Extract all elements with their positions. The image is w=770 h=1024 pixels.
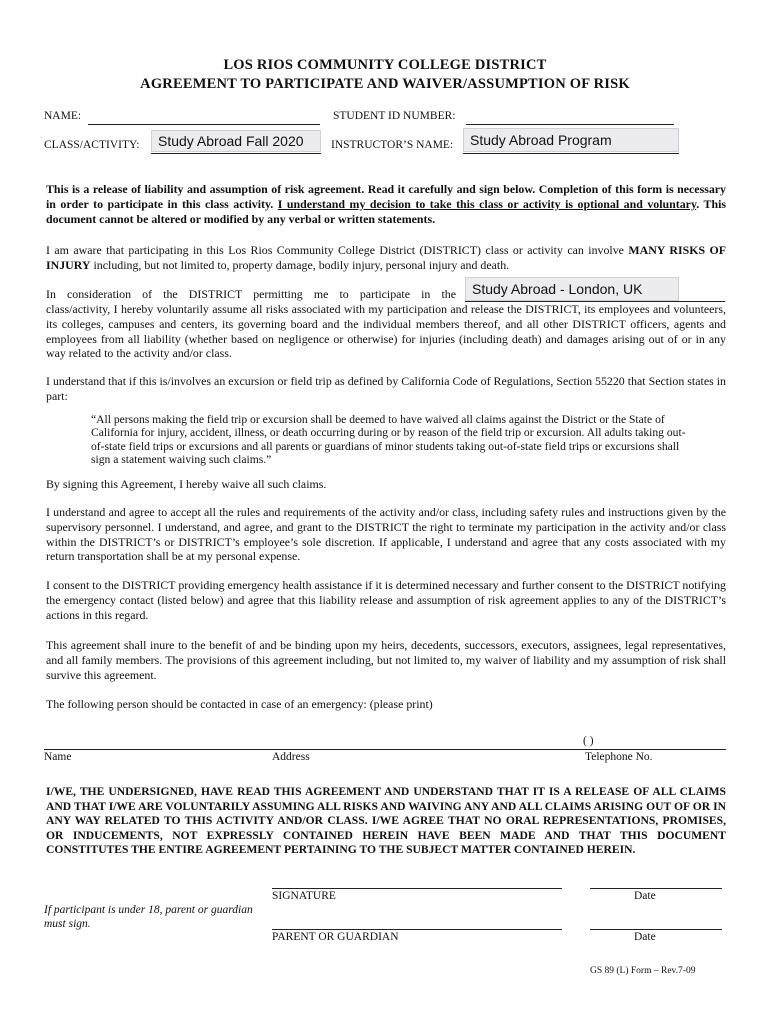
signature-date-label: Date <box>634 890 656 902</box>
class-activity-underline <box>151 153 321 154</box>
regulation-quote: “All persons making the field trip or excursion shall be deemed to have waived all claims against the District or the State of California for injury, accident, illness, or death occurring during or by reason of the field trip or excursion. All adults taking out-of-state field trips or excursions and all parents or guardians of minor students taking out-of-state field trips or excursions shall sign a statement waiving such claims.” <box>91 413 686 467</box>
guardian-date-line[interactable] <box>590 929 722 930</box>
consideration-paragraph: class/activity, I hereby voluntarily assume all risks associated with my participation and release the DISTRICT, its employees and volunteers, its colleges, campuses and centers, its governing board and the individual members thereof, and all other DISTRICT officers, agents and employees from all liability (whether based on negligence or otherwise) for injuries (including death) and damages arising out of or in any way related to the activity and/or class. <box>46 302 726 361</box>
intro-paragraph <box>46 182 726 226</box>
guardian-signature-line[interactable] <box>272 929 562 930</box>
signature-label: SIGNATURE <box>272 890 336 902</box>
class-activity-field[interactable]: Study Abroad Fall 2020 <box>151 130 321 152</box>
form-revision-footer: GS 89 (L) Form – Rev.7-09 <box>590 966 696 976</box>
emergency-address-label: Address <box>272 751 310 763</box>
instructor-name-underline <box>463 153 679 154</box>
activity-field[interactable]: Study Abroad - London, UK <box>465 277 679 301</box>
risk-awareness-paragraph <box>46 243 726 273</box>
instructor-name-label: INSTRUCTOR’S NAME: <box>331 139 454 151</box>
risk-awareness-text: I am aware that participating in this Los Rios Community College District (DISTRICT) class or activity can involve <box>46 243 629 257</box>
intro-tail-text: . This document cannot be altered or modified by any verbal or written statements. <box>46 196 726 226</box>
area-code-parens: ( ) <box>583 735 594 747</box>
emergency-contact-line[interactable] <box>44 749 726 750</box>
guardian-date-label: Date <box>634 931 656 943</box>
class-activity-label: CLASS/ACTIVITY: <box>44 139 140 151</box>
emergency-consent-paragraph: I consent to the DISTRICT providing emergency health assistance if it is determined necessary and further consent to the DISTRICT notifying the emergency contact (listed below) and agree that this liability release and assumption of risk agreement applies to any of the DISTRICT’s actions in this regard. <box>46 578 726 622</box>
rules-paragraph: I understand and agree to accept all the rules and requirements of the activity and/or class, including safety rules and instructions given by the supervisory personnel. I understand, and agree, and grant to the DISTRICT the right to terminate my participation in the activity and/or class within the DISTRICT’s or DISTRICT’s employee’s sole discretion. If applicable, I understand and agree that any costs associated with my return transportation shall be at my personal expense. <box>46 505 726 564</box>
instructor-name-field[interactable]: Study Abroad Program <box>463 128 679 152</box>
minor-note: If participant is under 18, parent or guardian must sign. <box>44 904 253 930</box>
emergency-phone-label: Telephone No. <box>585 751 653 763</box>
field-trip-paragraph: I understand that if this is/involves an excursion or field trip as defined by California Code of Regulations, Section 55220 that Section states in part: <box>46 374 726 403</box>
intro-underlined-text: I understand my decision to take this class or activity is optional and voluntary <box>277 196 697 211</box>
emergency-name-label: Name <box>44 751 72 763</box>
guardian-label: PARENT OR GUARDIAN <box>272 931 399 943</box>
binding-paragraph: This agreement shall inure to the benefit of and be binding upon my heirs, decedents, successors, executors, assignees, legal representatives, and all family members. The provisions of this agreement including, but not limited to, my waiver of liability and my assumption of risk shall survive this agreement. <box>46 638 726 682</box>
name-field[interactable] <box>88 124 320 125</box>
emergency-contact-instruction: The following person should be contacted in case of an emergency: (please print) <box>46 697 433 711</box>
student-id-label: STUDENT ID NUMBER: <box>333 110 456 122</box>
declaration-paragraph: I/WE, THE UNDERSIGNED, HAVE READ THIS AGREEMENT AND UNDERSTAND THAT IT IS A RELEASE OF ALL CLAIMS AND THAT I/WE ARE VOLUNTARILY ASSUMING ALL RISKS AND WAIVING ANY AND ALL CLAIMS ARISING OUT OF OR IN ANY WAY RELATED TO THIS ACTIVITY AND/OR CLASS. I/WE AGREE THAT NO ORAL REPRESENTATIONS, PROMISES, OR INDUCEMENTS, NOT EXPRESSLY CONTAINED HEREIN HAVE BEEN MADE AND THAT THIS DOCUMENT CONSTITUTES THE ENTIRE AGREEMENT PERTAINING TO THE SUBJECT MATTER CONTAINED HEREIN. <box>46 785 726 857</box>
document-title-line-1: LOS RIOS COMMUNITY COLLEGE DISTRICT <box>223 57 547 73</box>
signature-line[interactable] <box>272 888 562 889</box>
signature-date-line[interactable] <box>590 888 722 889</box>
document-title-line-2: AGREEMENT TO PARTICIPATE AND WAIVER/ASSUMPTION OF RISK <box>140 76 630 92</box>
name-label: NAME: <box>44 110 82 122</box>
student-id-field[interactable] <box>466 124 674 125</box>
many-risks-text: MANY RISKS OF INJURY <box>46 243 726 272</box>
risk-awareness-tail: including, but not limited to, property damage, bodily injury, personal injury and death. <box>90 257 510 272</box>
intro-text: This is a release of liability and assumption of risk agreement. Read it carefully and sign below. Completion of this form is necessary in order to participate in this class activity. <box>46 182 726 211</box>
waive-claims-paragraph: By signing this Agreement, I hereby waive all such claims. <box>46 477 327 491</box>
consideration-lead-text: In consideration of the DISTRICT permitting me to participate in the <box>46 287 456 301</box>
